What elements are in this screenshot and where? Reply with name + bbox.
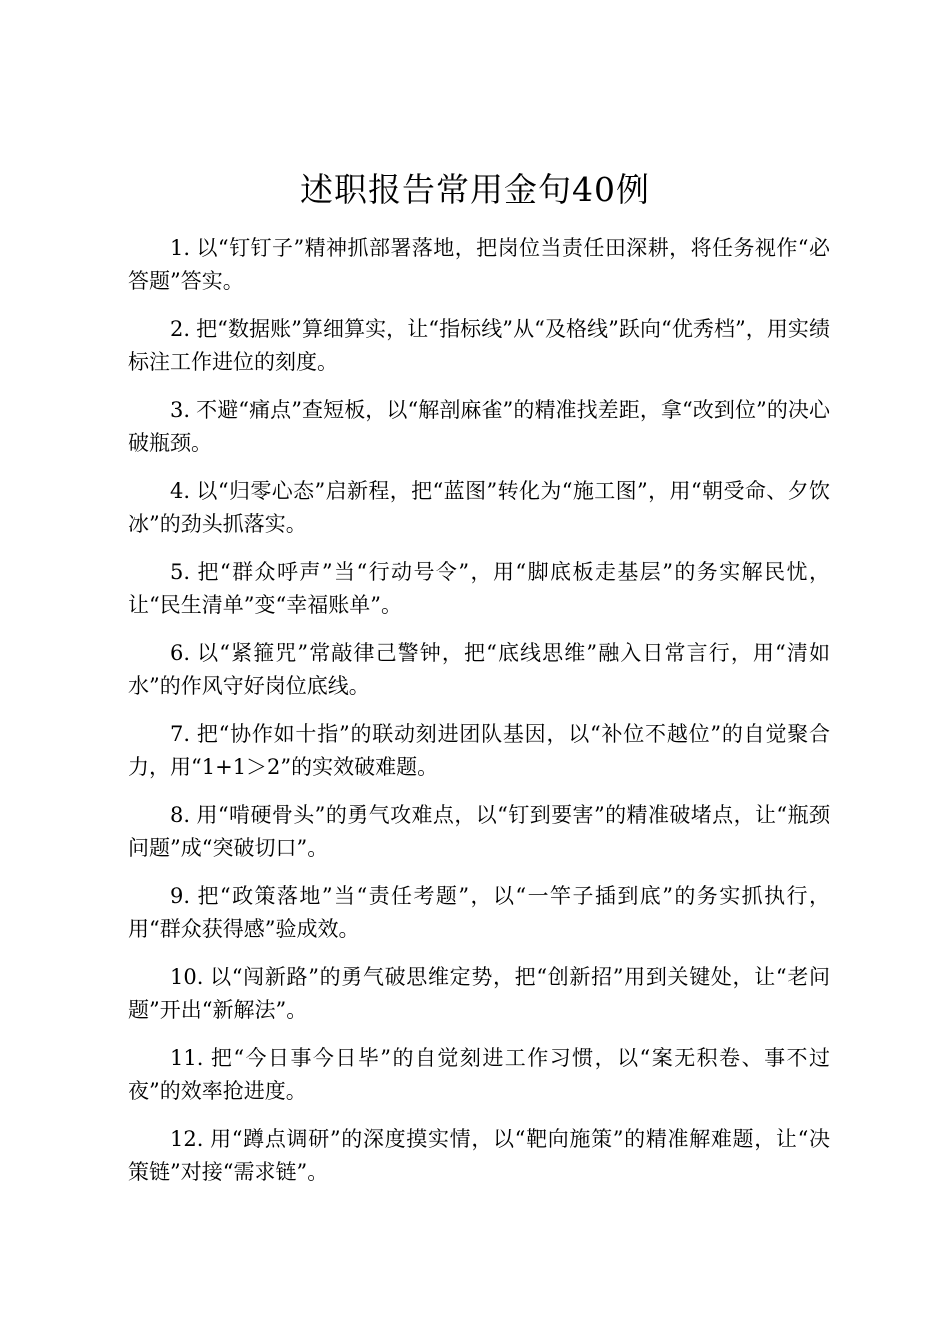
list-item: [128, 394, 830, 460]
item-number: 3.: [170, 398, 191, 422]
item-number: 8.: [170, 803, 191, 827]
item-number: 9.: [170, 884, 191, 908]
list-item: [128, 1123, 830, 1189]
item-text: 把“今日事今日毕”的自觉刻进工作习惯，以“案无积卷、事不过夜”的效率抢进度。: [128, 1046, 830, 1103]
item-number: 2.: [170, 317, 191, 341]
list-item: [128, 475, 830, 541]
item-text: 不避“痛点”查短板，以“解剖麻雀”的精准找差距，拿“改到位”的决心破瓶颈。: [128, 398, 830, 455]
item-text: 以“钉钉子”精神抓部署落地，把岗位当责任田深耕，将任务视作“必答题”答实。: [128, 236, 830, 293]
item-number: 7.: [170, 722, 191, 746]
item-number: 10.: [170, 965, 204, 989]
list-item: [128, 1042, 830, 1108]
item-list: [128, 232, 830, 1204]
item-text: 把“群众呼声”当“行动号令”，用“脚底板走基层”的务实解民忧，让“民生清单”变“幸福账单”。: [128, 560, 830, 617]
item-text: 用“啃硬骨头”的勇气攻难点，以“钉到要害”的精准破堵点，让“瓶颈问题”成“突破切口”。: [128, 803, 830, 860]
item-text: 用“蹲点调研”的深度摸实情，以“靶向施策”的精准解难题，让“决策链”对接“需求链”。: [128, 1127, 830, 1184]
item-number: 5.: [170, 560, 191, 584]
document-title: 述职报告常用金句40例: [300, 170, 650, 209]
list-item: [128, 637, 830, 703]
item-number: 4.: [170, 479, 191, 503]
item-text: 以“归零心态”启新程，把“蓝图”转化为“施工图”，用“朝受命、夕饮冰”的劲头抓落实。: [128, 479, 830, 536]
item-number: 6.: [170, 641, 191, 665]
item-number: 12.: [170, 1127, 204, 1151]
item-number: 1.: [170, 236, 191, 260]
item-text: 把“数据账”算细算实，让“指标线”从“及格线”跃向“优秀档”，用实绩标注工作进位的刻度。: [128, 317, 830, 374]
list-item: [128, 799, 830, 865]
item-text: 把“协作如十指”的联动刻进团队基因，以“补位不越位”的自觉聚合力，用“1+1＞2”的实效破难题。: [128, 722, 830, 779]
list-item: [128, 880, 830, 946]
list-item: [128, 556, 830, 622]
item-number: 11.: [170, 1046, 204, 1070]
list-item: [128, 961, 830, 1027]
item-text: 以“紧箍咒”常敲律己警钟，把“底线思维”融入日常言行，用“清如水”的作风守好岗位底线。: [128, 641, 830, 698]
item-text: 把“政策落地”当“责任考题”，以“一竿子插到底”的务实抓执行，用“群众获得感”验成效。: [128, 884, 830, 941]
list-item: [128, 232, 830, 298]
list-item: [128, 313, 830, 379]
item-text: 以“闯新路”的勇气破思维定势，把“创新招”用到关键处，让“老问题”开出“新解法”。: [128, 965, 830, 1022]
list-item: [128, 718, 830, 784]
